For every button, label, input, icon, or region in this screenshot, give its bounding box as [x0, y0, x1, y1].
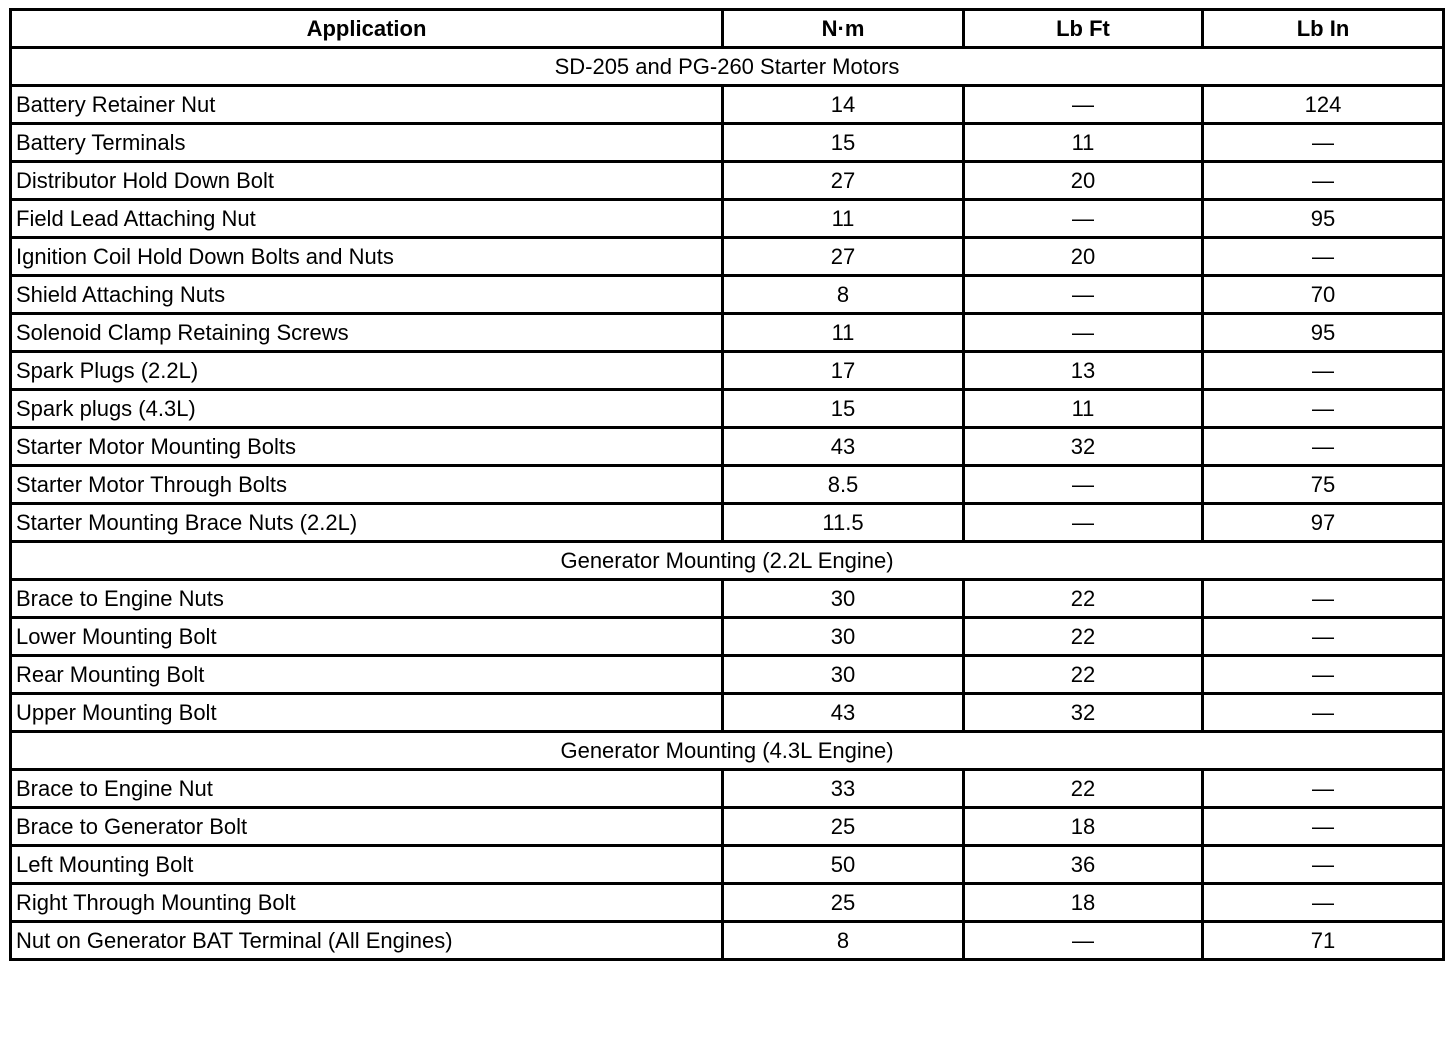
- cell-nm: 50: [723, 846, 964, 884]
- cell-lbin: —: [1203, 618, 1444, 656]
- cell-application: Field Lead Attaching Nut: [11, 200, 723, 238]
- table-row: [11, 314, 1444, 352]
- cell-nm: 8: [723, 276, 964, 314]
- column-header-application: Application: [11, 10, 723, 48]
- cell-application: Brace to Generator Bolt: [11, 808, 723, 846]
- cell-lbft: 32: [964, 428, 1203, 466]
- cell-lbin: —: [1203, 808, 1444, 846]
- cell-application: Spark plugs (4.3L): [11, 390, 723, 428]
- cell-lbft: —: [964, 200, 1203, 238]
- table-row: [11, 504, 1444, 542]
- table-row: [11, 466, 1444, 504]
- cell-lbft: —: [964, 314, 1203, 352]
- table-row: [11, 352, 1444, 390]
- cell-lbin: 97: [1203, 504, 1444, 542]
- table-row: [11, 162, 1444, 200]
- column-header-nm: N·m: [723, 10, 964, 48]
- cell-lbft: 13: [964, 352, 1203, 390]
- torque-spec-table: [9, 8, 1445, 961]
- cell-nm: 15: [723, 124, 964, 162]
- cell-lbin: 70: [1203, 276, 1444, 314]
- cell-nm: 25: [723, 884, 964, 922]
- column-header-lbin: Lb In: [1203, 10, 1444, 48]
- table-header: [11, 10, 1444, 48]
- cell-lbin: 71: [1203, 922, 1444, 960]
- cell-application: Solenoid Clamp Retaining Screws: [11, 314, 723, 352]
- section-header-row: [11, 732, 1444, 770]
- header-row: [11, 10, 1444, 48]
- cell-application: Upper Mounting Bolt: [11, 694, 723, 732]
- table-row: [11, 124, 1444, 162]
- cell-application: Lower Mounting Bolt: [11, 618, 723, 656]
- cell-lbin: —: [1203, 124, 1444, 162]
- cell-lbin: —: [1203, 390, 1444, 428]
- cell-lbin: —: [1203, 428, 1444, 466]
- cell-lbin: —: [1203, 846, 1444, 884]
- cell-application: Starter Motor Through Bolts: [11, 466, 723, 504]
- table-row: [11, 276, 1444, 314]
- cell-nm: 11: [723, 200, 964, 238]
- cell-application: Starter Mounting Brace Nuts (2.2L): [11, 504, 723, 542]
- cell-lbft: 18: [964, 808, 1203, 846]
- cell-lbft: —: [964, 922, 1203, 960]
- cell-lbin: 95: [1203, 314, 1444, 352]
- cell-nm: 27: [723, 238, 964, 276]
- table-row: [11, 238, 1444, 276]
- table-row: [11, 86, 1444, 124]
- cell-application: Ignition Coil Hold Down Bolts and Nuts: [11, 238, 723, 276]
- cell-lbin: —: [1203, 238, 1444, 276]
- cell-lbin: 75: [1203, 466, 1444, 504]
- cell-application: Left Mounting Bolt: [11, 846, 723, 884]
- cell-lbft: —: [964, 86, 1203, 124]
- table-row: [11, 694, 1444, 732]
- cell-nm: 30: [723, 618, 964, 656]
- cell-nm: 25: [723, 808, 964, 846]
- table-body: [11, 48, 1444, 960]
- cell-lbft: 22: [964, 580, 1203, 618]
- table-row: [11, 656, 1444, 694]
- table-row: [11, 808, 1444, 846]
- table-row: [11, 428, 1444, 466]
- cell-nm: 15: [723, 390, 964, 428]
- section-header-row: [11, 48, 1444, 86]
- table-row: [11, 846, 1444, 884]
- cell-nm: 8: [723, 922, 964, 960]
- cell-application: Shield Attaching Nuts: [11, 276, 723, 314]
- column-header-lbft: Lb Ft: [964, 10, 1203, 48]
- cell-nm: 43: [723, 694, 964, 732]
- cell-nm: 43: [723, 428, 964, 466]
- table-row: [11, 884, 1444, 922]
- cell-application: Right Through Mounting Bolt: [11, 884, 723, 922]
- table-row: [11, 390, 1444, 428]
- cell-nm: 30: [723, 656, 964, 694]
- cell-nm: 11.5: [723, 504, 964, 542]
- cell-lbft: —: [964, 276, 1203, 314]
- cell-application: Spark Plugs (2.2L): [11, 352, 723, 390]
- cell-nm: 8.5: [723, 466, 964, 504]
- table-row: [11, 618, 1444, 656]
- cell-nm: 27: [723, 162, 964, 200]
- section-title: Generator Mounting (4.3L Engine): [11, 732, 1444, 770]
- cell-application: Distributor Hold Down Bolt: [11, 162, 723, 200]
- cell-application: Brace to Engine Nuts: [11, 580, 723, 618]
- cell-lbft: 32: [964, 694, 1203, 732]
- table-row: [11, 200, 1444, 238]
- cell-lbin: 95: [1203, 200, 1444, 238]
- cell-lbft: 11: [964, 124, 1203, 162]
- section-title: Generator Mounting (2.2L Engine): [11, 542, 1444, 580]
- cell-lbft: —: [964, 466, 1203, 504]
- cell-nm: 11: [723, 314, 964, 352]
- cell-nm: 17: [723, 352, 964, 390]
- cell-lbin: —: [1203, 884, 1444, 922]
- cell-nm: 30: [723, 580, 964, 618]
- cell-lbft: —: [964, 504, 1203, 542]
- cell-lbft: 20: [964, 238, 1203, 276]
- cell-lbft: 22: [964, 656, 1203, 694]
- cell-lbft: 22: [964, 770, 1203, 808]
- section-header-row: [11, 542, 1444, 580]
- cell-lbft: 36: [964, 846, 1203, 884]
- cell-application: Starter Motor Mounting Bolts: [11, 428, 723, 466]
- cell-lbin: —: [1203, 770, 1444, 808]
- cell-lbin: —: [1203, 694, 1444, 732]
- cell-lbin: —: [1203, 580, 1444, 618]
- cell-lbft: 20: [964, 162, 1203, 200]
- cell-lbft: 22: [964, 618, 1203, 656]
- cell-application: Battery Retainer Nut: [11, 86, 723, 124]
- cell-lbin: —: [1203, 162, 1444, 200]
- cell-application: Nut on Generator BAT Terminal (All Engines): [11, 922, 723, 960]
- table-row: [11, 922, 1444, 960]
- cell-lbin: —: [1203, 352, 1444, 390]
- cell-lbft: 18: [964, 884, 1203, 922]
- cell-nm: 14: [723, 86, 964, 124]
- cell-lbft: 11: [964, 390, 1203, 428]
- cell-application: Brace to Engine Nut: [11, 770, 723, 808]
- cell-application: Rear Mounting Bolt: [11, 656, 723, 694]
- table-row: [11, 770, 1444, 808]
- cell-lbin: —: [1203, 656, 1444, 694]
- cell-nm: 33: [723, 770, 964, 808]
- cell-lbin: 124: [1203, 86, 1444, 124]
- cell-application: Battery Terminals: [11, 124, 723, 162]
- section-title: SD-205 and PG-260 Starter Motors: [11, 48, 1444, 86]
- table-row: [11, 580, 1444, 618]
